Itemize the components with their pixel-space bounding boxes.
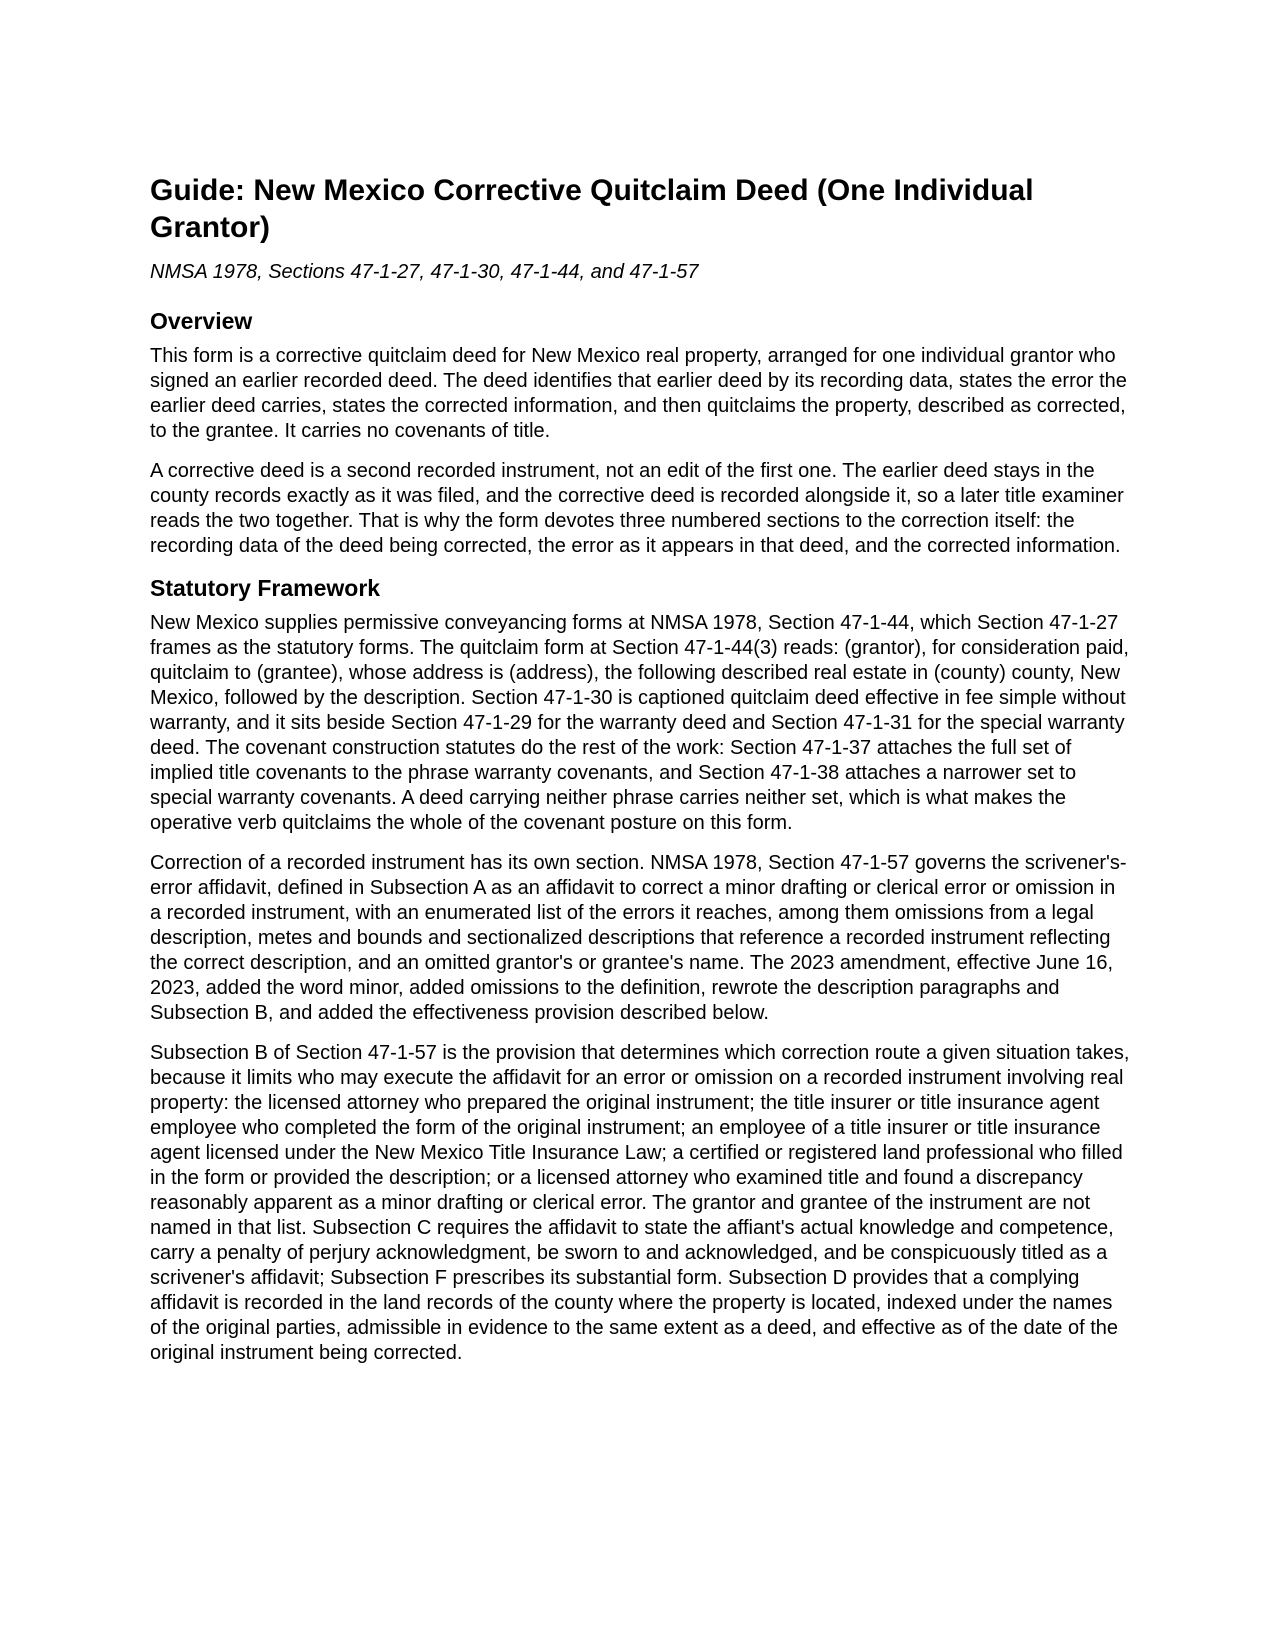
statute-citation: NMSA 1978, Sections 47-1-27, 47-1-30, 47-1-44, and 47-1-57 xyxy=(150,261,699,283)
section-overview xyxy=(150,307,1130,559)
statutory-paragraph-1: New Mexico supplies permissive conveyancing forms at NMSA 1978, Section 47-1-44, which Section 47-1-27 frames as the statutory forms. The quitclaim form at Section 47-1-44(3) reads: (grantor), for consideration paid, quitclaim to (grantee), whose address is (address), the following described real estate in (county) county, New Mexico, followed by the description. Section 47-1-30 is captioned quitclaim deed effective in fee simple without warranty, and it sits beside Section 47-1-29 for the warranty deed and Section 47-1-31 for the special warranty deed. The covenant construction statutes do the rest of the work: Section 47-1-37 attaches the full set of implied title covenants to the phrase warranty covenants, and Section 47-1-38 attaches a narrower set to special warranty covenants. A deed carrying neither phrase carries neither set, which is what makes the operative verb quitclaims the whole of the covenant posture on this form. xyxy=(150,612,1129,834)
statutory-paragraph-3: Subsection B of Section 47-1-57 is the provision that determines which correction route a given situation takes, because it limits who may execute the affidavit for an error or omission on a recorded instrument involving real property: the licensed attorney who prepared the original instrument; the title insurer or title insurance agent employee who completed the form of the original instrument; an employee of a title insurer or title insurance agent licensed under the New Mexico Title Insurance Law; a certified or registered land professional who filled in the form or provided the description; or a licensed attorney who examined title and found a discrepancy reasonably apparent as a minor drafting or clerical error. The grantor and grantee of the instrument are not named in that list. Subsection C requires the affidavit to state the affiant's actual knowledge and competence, carry a penalty of perjury acknowledgment, be sworn to and acknowledged, and be conspicuously titled as a scrivener's affidavit; Subsection F prescribes its substantial form. Subsection D provides that a complying affidavit is recorded in the land records of the county where the property is located, indexed under the names of the original parties, admissible in evidence to the same extent as a deed, and effective as of the date of the original instrument being corrected. xyxy=(150,1042,1130,1364)
document-page xyxy=(150,172,1130,1381)
section-heading-statutory-framework: Statutory Framework xyxy=(150,575,381,601)
section-statutory-framework xyxy=(150,574,1130,1366)
statutory-paragraph-2: Correction of a recorded instrument has its own section. NMSA 1978, Section 47-1-57 governs the scrivener's-error affidavit, defined in Subsection A as an affidavit to correct a minor drafting or clerical error or omission in a recorded instrument, with an enumerated list of the errors it reaches, among them omissions from a legal description, metes and bounds and sectionalized descriptions that reference a recorded instrument reflecting the correct description, and an omitted grantor's or grantee's name. The 2023 amendment, effective June 16, 2023, added the word minor, added omissions to the definition, rewrote the description paragraphs and Subsection B, and added the effectiveness provision described below. xyxy=(150,852,1127,1024)
overview-paragraph-2: A corrective deed is a second recorded instrument, not an edit of the first one. The earlier deed stays in the county records exactly as it was filed, and the corrective deed is recorded alongside it, so a later title examiner reads the two together. That is why the form devotes three numbered sections to the correction itself: the recording data of the deed being corrected, the error as it appears in that deed, and the corrected information. xyxy=(150,460,1124,557)
overview-paragraph-1: This form is a corrective quitclaim deed for New Mexico real property, arranged for one individual grantor who signed an earlier recorded deed. The deed identifies that earlier deed by its recording data, states the error the earlier deed carries, states the corrected information, and then quitclaims the property, described as corrected, to the grantee. It carries no covenants of title. xyxy=(150,345,1127,442)
page-title: Guide: New Mexico Corrective Quitclaim Deed (One Individual Grantor) xyxy=(150,174,1034,244)
section-heading-overview: Overview xyxy=(150,308,253,334)
